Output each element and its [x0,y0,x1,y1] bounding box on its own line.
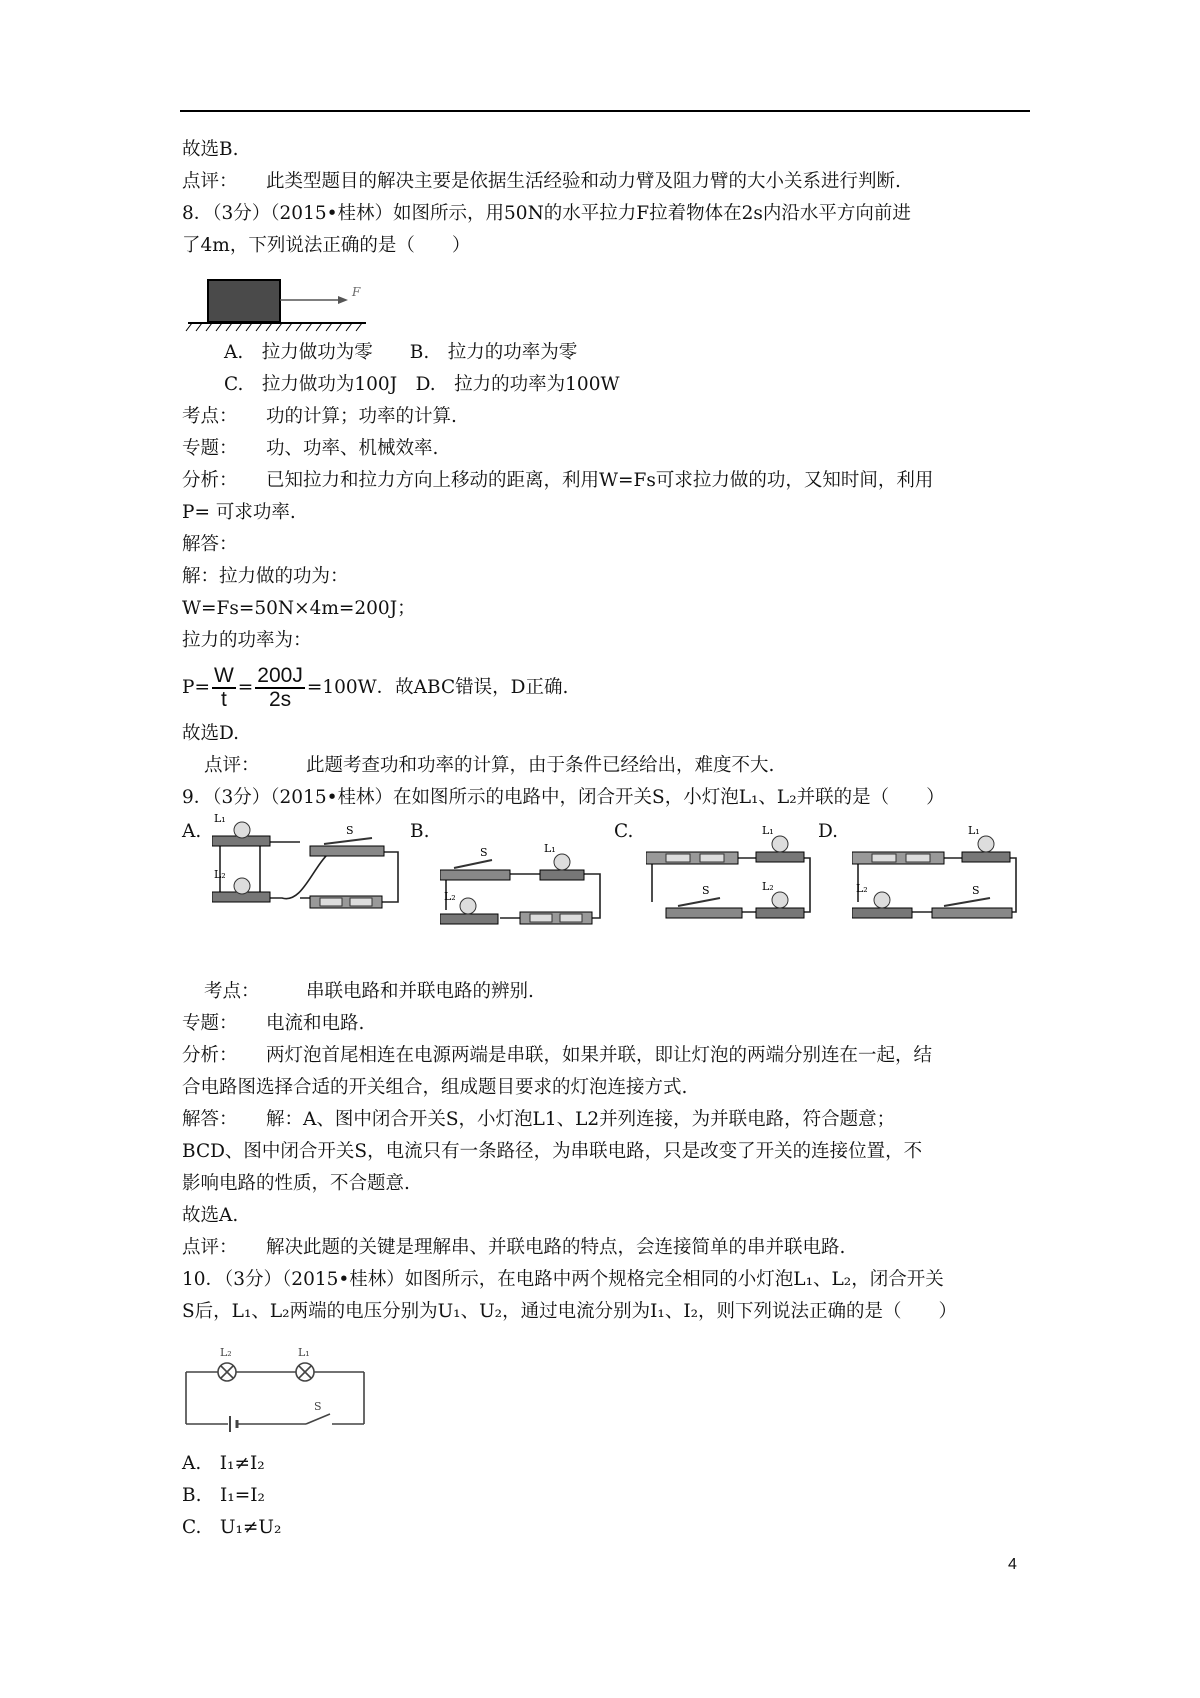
solution-line: 拉力的功率为： [182,630,312,651]
circuit-a-figure [212,812,412,922]
point-label: 考点： [204,981,260,1002]
text-line: 故选A. [182,1205,239,1226]
lamp-l1-label: L₁ [298,1346,310,1359]
analysis-line: 分析： 两灯泡首尾相连在电源两端是串联，如果并联，即让灯泡的两端分别连在一起，结 [182,1045,933,1066]
svg-text:S: S [972,884,980,897]
circuit-b-figure [440,840,610,940]
svg-text:L₁: L₁ [214,812,226,825]
svg-text:S: S [346,824,354,837]
solution-line: 解：拉力做的功为： [182,566,349,587]
comment-line: 点评： 此题考查功和功率的计算，由于条件已经给出，难度不大. [204,755,775,776]
page-number: 4 [1008,1556,1017,1573]
svg-text:L₂: L₂ [214,868,226,881]
svg-text:S: S [480,846,488,859]
analysis-line-2: P= 可求功率. [182,502,296,523]
point-line: 考点： 功的计算；功率的计算. [182,406,457,427]
answer-line: 解答： 解：A、图中闭合开关S，小灯泡L1、L2并列连接，为并联电路，符合题意； [182,1109,896,1130]
q9-option-a: A. [182,821,202,842]
q9-option-d: D. [818,821,839,842]
fraction-w-over-t: $\frac{W}{t}$ [213,664,234,711]
svg-text:L₁: L₁ [968,824,980,837]
topic-label: 专题： [182,438,238,459]
option-a: A. I₁≠I₂ [182,1453,265,1474]
circuit-d-figure [852,812,1022,932]
lamp-l2-label: L₂ [220,1346,232,1359]
analysis-line-2: 合电路图选择合适的开关组合，组成题目要求的灯泡连接方式. [182,1077,688,1098]
header-rule [180,110,1030,112]
text-line: 故选B. [182,139,239,160]
fraction-values: $\frac{200J}{2s}$ [257,664,303,711]
block [208,280,280,322]
option-b: B. I₁=I₂ [182,1485,265,1506]
svg-text:S: S [702,884,710,897]
analysis-line: 分析： 已知拉力和拉力方向上移动的距离，利用W=Fs可求拉力做的功，又知时间，利用 [182,470,934,491]
svg-text:L₂: L₂ [444,890,456,903]
switch-label: S [314,1400,322,1413]
solution-line: W=Fs=50N×4m=200J； [182,598,416,619]
comment-label: 点评： [204,755,260,776]
option-c: C. U₁≠U₂ [182,1517,282,1538]
question-8-line-1: 8．（3分）（2015•桂林）如图所示，用50N的水平拉力F拉着物体在2s内沿水平方向前进 [182,203,911,224]
question-9-line: 9．（3分）（2015•桂林）在如图所示的电路中，闭合开关S，小灯泡L₁、L₂并联的是（ ） [182,787,945,808]
topic-line: 专题： 功、功率、机械效率. [182,438,439,459]
analysis-label: 分析： [182,1045,238,1066]
power-formula: P= $\frac{W}{t}$ = $\frac{200J}{2s}$ =100W．故ABC错误，D正确. [182,664,569,711]
option-row-cd: C. 拉力做功为100J D. 拉力的功率为100W [224,374,620,395]
q9-option-b: B. [410,821,430,842]
svg-text:L₂: L₂ [762,880,774,893]
ground-hatching [186,323,362,331]
comment-line: 点评： 解决此题的关键是理解串、并联电路的特点，会连接简单的串并联电路. [182,1237,846,1258]
comment-label: 点评： [182,1237,238,1258]
analysis-label: 分析： [182,470,238,491]
question-10-line-1: 10．（3分）（2015•桂林）如图所示，在电路中两个规格完全相同的小灯泡L₁、L₂，闭合开关 [182,1269,944,1290]
answer-label: 解答： [182,534,238,555]
svg-text:L₂: L₂ [856,882,868,895]
text-line: 故选D. [182,723,240,744]
solution-line: 影响电路的性质，不合题意. [182,1173,410,1194]
question-10-line-2: S后，L₁、L₂两端的电压分别为U₁、U₂，通过电流分别为I₁、I₂，则下列说法正确的是（ ） [182,1301,958,1322]
answer-label: 解答： [182,1109,238,1130]
block-force-figure [180,270,370,334]
circuit-10-figure [180,1336,380,1436]
question-8-line-2: 了4m，下列说法正确的是（ ） [182,235,471,256]
point-label: 考点： [182,406,238,427]
topic-label: 专题： [182,1013,238,1034]
comment-line: 点评： 此类型题目的解决主要是依据生活经验和动力臂及阻力臂的大小关系进行判断. [182,171,901,192]
force-label: F [352,285,361,299]
force-arrowhead [338,296,348,304]
comment-label: 点评： [182,171,238,192]
solution-line: BCD、图中闭合开关S，电流只有一条路径，为串联电路，只是改变了开关的连接位置，不 [182,1141,923,1162]
topic-line: 专题： 电流和电路. [182,1013,365,1034]
svg-text:L₁: L₁ [762,824,774,837]
svg-text:L₁: L₁ [544,842,556,855]
circuit-c-figure [646,812,816,932]
q9-option-c: C. [614,821,634,842]
point-line: 考点： 串联电路和并联电路的辨别. [204,981,534,1002]
option-row-ab: A. 拉力做功为零 B. 拉力的功率为零 [224,342,578,363]
